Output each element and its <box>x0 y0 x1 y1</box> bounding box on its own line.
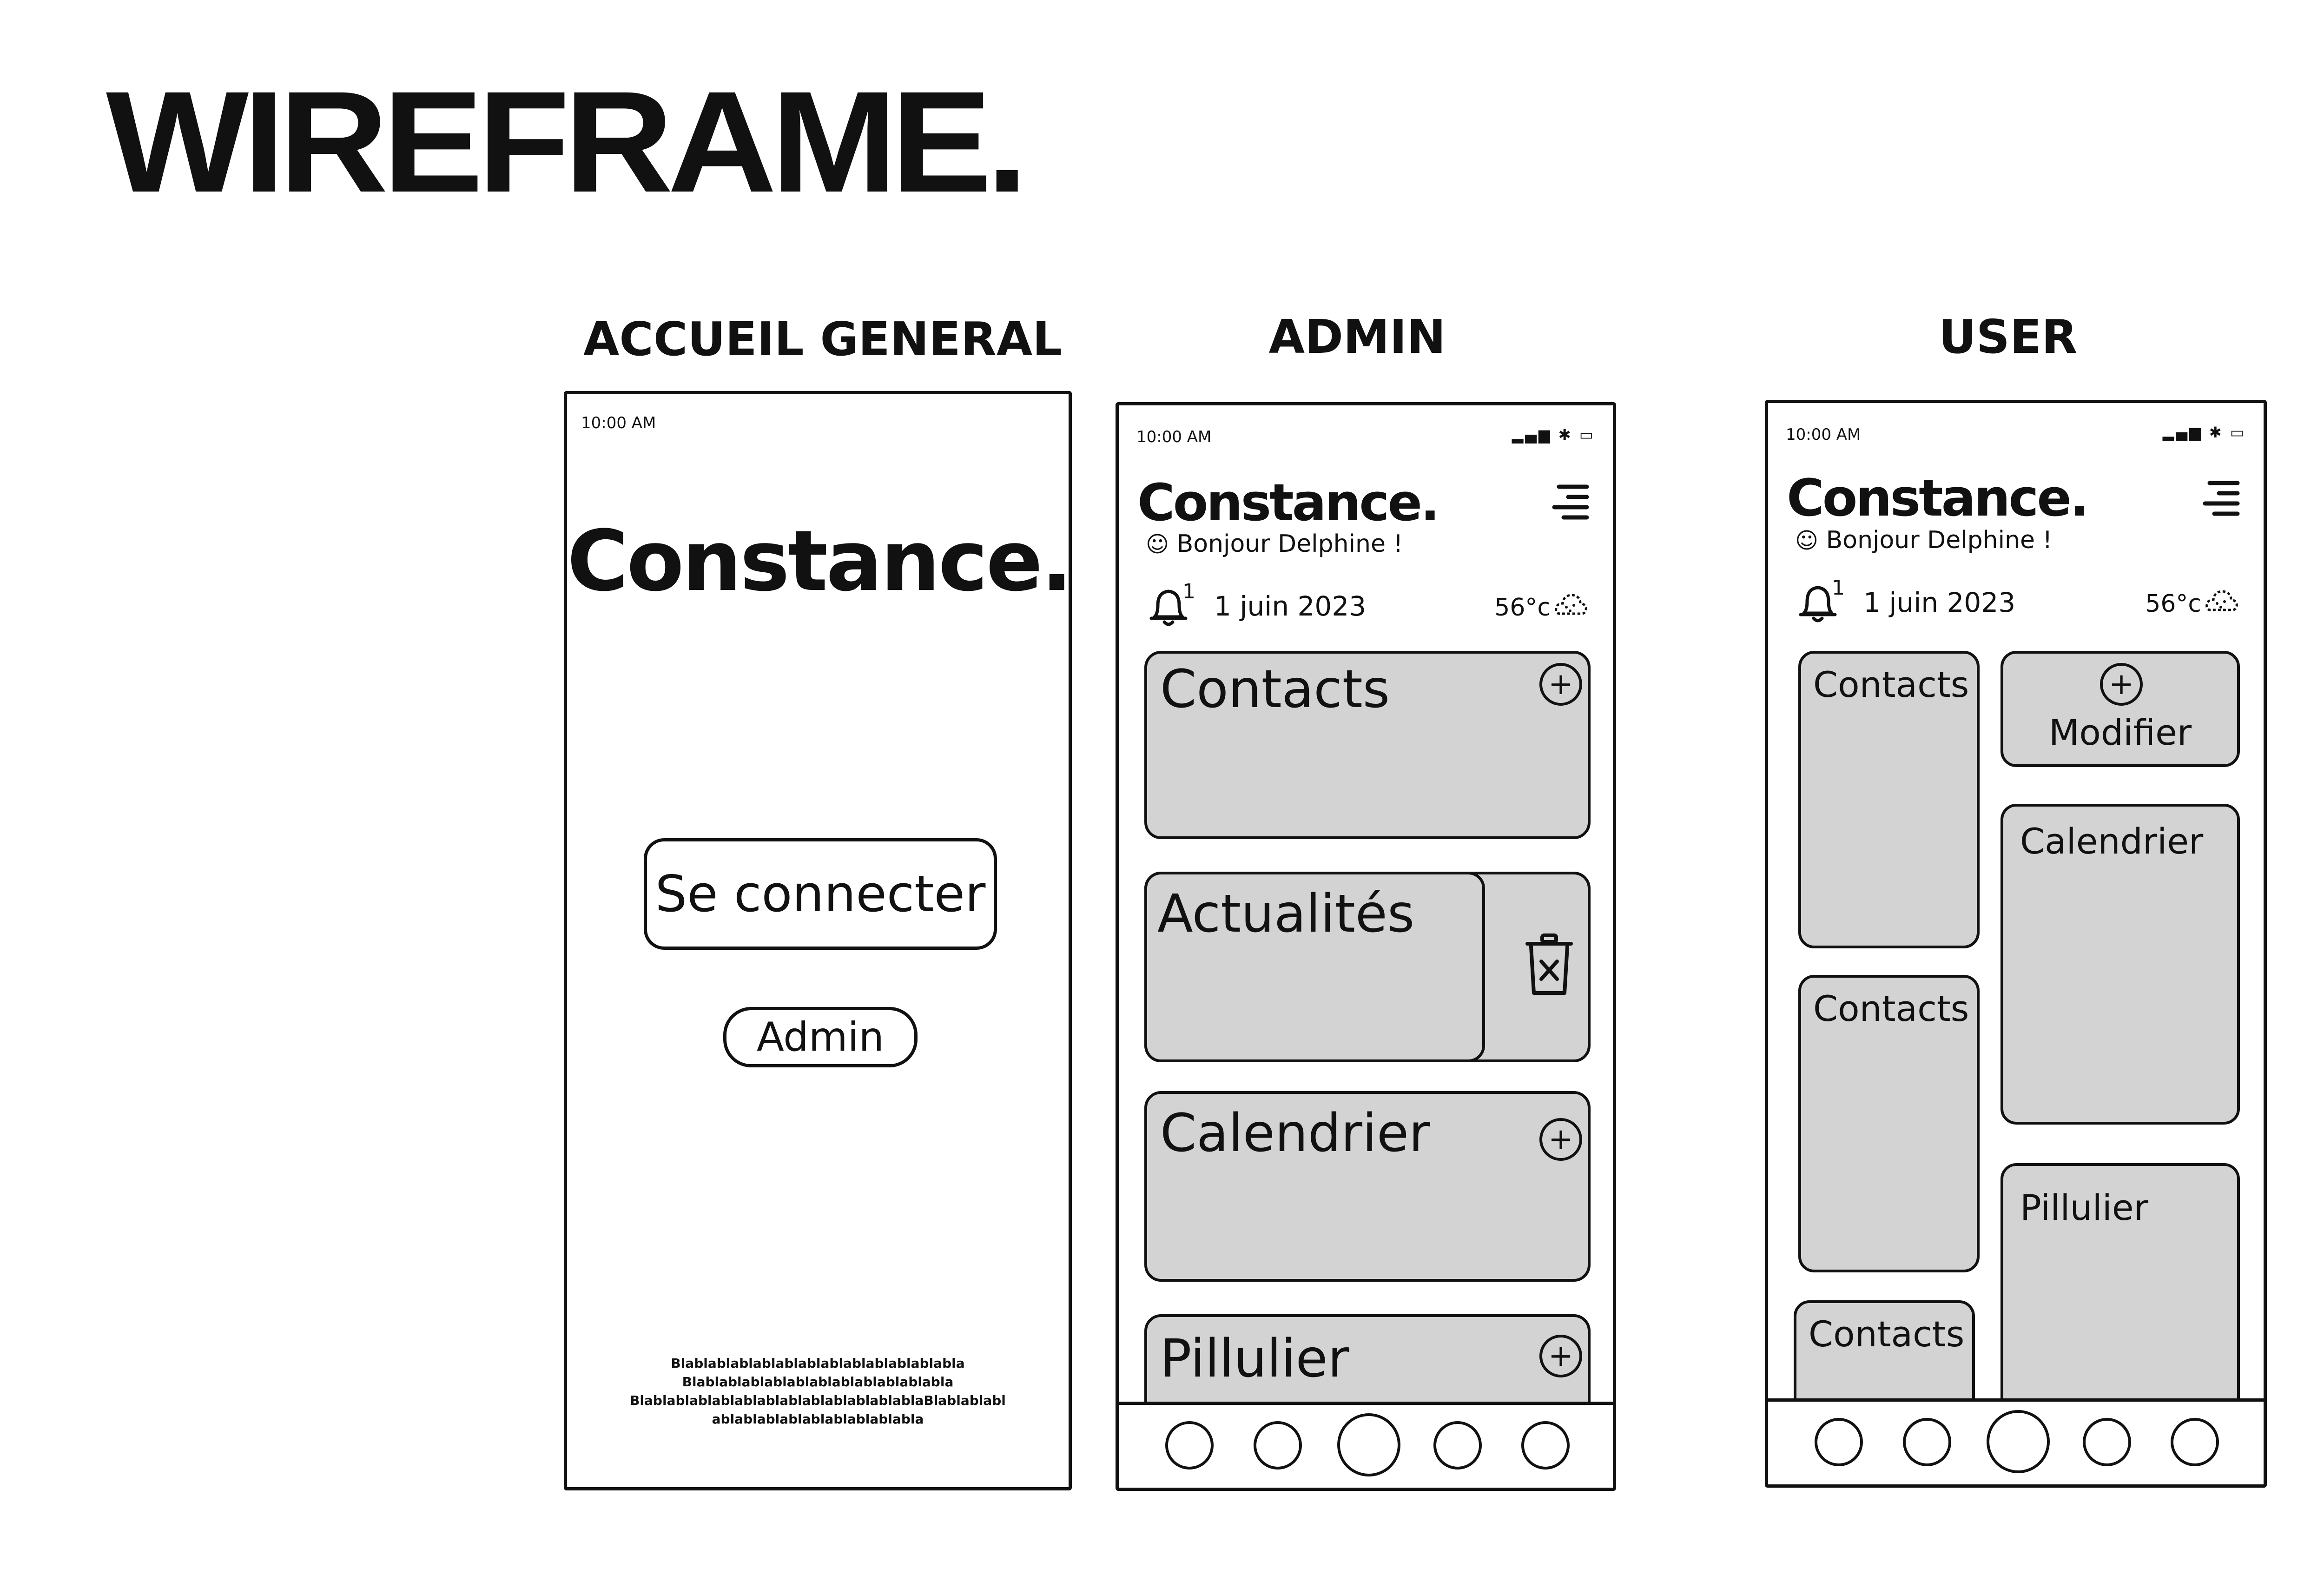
nav-item[interactable] <box>2083 1418 2131 1466</box>
card-label: Contacts <box>1809 1313 1965 1355</box>
phone-accueil <box>564 391 1072 1490</box>
bluetooth-icon: ✱ <box>2209 424 2224 441</box>
login-button[interactable] <box>644 838 997 950</box>
plus-icon[interactable]: + <box>1539 1335 1582 1377</box>
page-title: WIREFRAME. <box>106 61 1023 222</box>
weather-icon <box>2204 584 2239 619</box>
app-logo: Constance. <box>567 513 1071 610</box>
greeting <box>1795 526 2052 554</box>
nav-item[interactable] <box>1903 1418 1951 1466</box>
nav-item[interactable] <box>1165 1421 1214 1470</box>
card-label: Calendrier <box>1160 1103 1431 1164</box>
phone-user <box>1765 400 2267 1488</box>
battery-icon: ▭ <box>1579 426 1595 444</box>
temperature: 56°c <box>2145 590 2201 618</box>
login-button-label: Se connecter <box>655 865 986 923</box>
plus-icon[interactable]: + <box>1539 1118 1582 1161</box>
menu-icon[interactable] <box>1550 482 1590 522</box>
card-calendrier[interactable] <box>1144 1091 1591 1282</box>
date-label: 1 juin 2023 <box>1214 590 1367 622</box>
column-title-user: USER <box>1938 310 2078 364</box>
card-contacts[interactable] <box>1798 975 1980 1272</box>
plus-icon[interactable]: + <box>1539 663 1582 706</box>
battery-icon: ▭ <box>2230 424 2246 441</box>
status-time: 10:00 AM <box>1136 428 1212 446</box>
column-title-admin: ADMIN <box>1268 310 1446 364</box>
notification-count: 1 <box>1182 580 1195 603</box>
status-icons <box>1512 426 1595 444</box>
column-title-accueil: ACCUEIL GENERAL <box>583 312 1062 366</box>
phone-admin <box>1116 402 1616 1491</box>
footer-line: ablablablablablablablablabla <box>712 1411 924 1427</box>
footer-text <box>567 1354 1069 1429</box>
footer-line: Blablablablablablablablablablablabla <box>682 1374 954 1390</box>
nav-item[interactable] <box>2171 1418 2219 1466</box>
signal-icon: ▂▄▆ <box>2162 424 2203 441</box>
bottom-nav <box>1768 1398 2264 1484</box>
nav-item[interactable] <box>1254 1421 1302 1470</box>
app-logo: Constance. <box>1137 473 1438 532</box>
card-label: Contacts <box>1160 659 1390 720</box>
greeting-text: Bonjour Delphine ! <box>1176 530 1403 558</box>
nav-item[interactable] <box>1521 1421 1570 1470</box>
nav-item[interactable] <box>1815 1418 1863 1466</box>
footer-line: BlablablablablablablablablablablablablaBlablablabl <box>630 1393 1006 1408</box>
nav-item[interactable] <box>1433 1421 1482 1470</box>
card-contacts[interactable] <box>1144 651 1591 839</box>
notification-count: 1 <box>1832 576 1845 600</box>
app-logo: Constance. <box>1787 468 2087 528</box>
bluetooth-icon: ✱ <box>1558 426 1573 444</box>
footer-line: Blablablablablablablablablablablablabla <box>671 1356 965 1371</box>
temperature: 56°c <box>1494 594 1551 622</box>
admin-button-label: Admin <box>756 1014 885 1060</box>
card-calendrier[interactable] <box>2000 804 2240 1125</box>
card-label: Calendrier <box>2020 821 2204 862</box>
signal-icon: ▂▄▆ <box>1512 426 1552 444</box>
admin-button[interactable] <box>723 1007 918 1067</box>
status-time: 10:00 AM <box>1786 425 1861 444</box>
nav-item-home[interactable] <box>1987 1410 2050 1473</box>
card-label: Actualités <box>1157 884 1415 944</box>
greeting-text: Bonjour Delphine ! <box>1826 526 2053 554</box>
greeting <box>1146 530 1403 558</box>
card-label: Contacts <box>1813 664 1969 705</box>
trash-icon[interactable] <box>1524 933 1575 998</box>
card-modifier[interactable] <box>2000 651 2240 767</box>
card-label: Pillulier <box>1160 1329 1349 1389</box>
date-label: 1 juin 2023 <box>1863 587 2016 618</box>
weather-icon <box>1553 588 1589 623</box>
card-actualites[interactable] <box>1144 872 1485 1062</box>
menu-icon[interactable] <box>2200 478 2240 518</box>
card-label: Pillulier <box>2020 1187 2148 1228</box>
plus-icon[interactable]: + <box>2100 663 2143 706</box>
smiley-icon: ☺ <box>1146 531 1169 557</box>
bottom-nav <box>1119 1402 1613 1488</box>
status-icons <box>2163 424 2246 441</box>
card-label: Contacts <box>1813 988 1969 1029</box>
smiley-icon: ☺ <box>1795 528 1819 554</box>
card-contacts[interactable] <box>1798 651 1980 948</box>
nav-item-home[interactable] <box>1337 1413 1400 1476</box>
status-time: 10:00 AM <box>581 414 656 432</box>
modifier-label: Modifier <box>2048 712 2192 753</box>
